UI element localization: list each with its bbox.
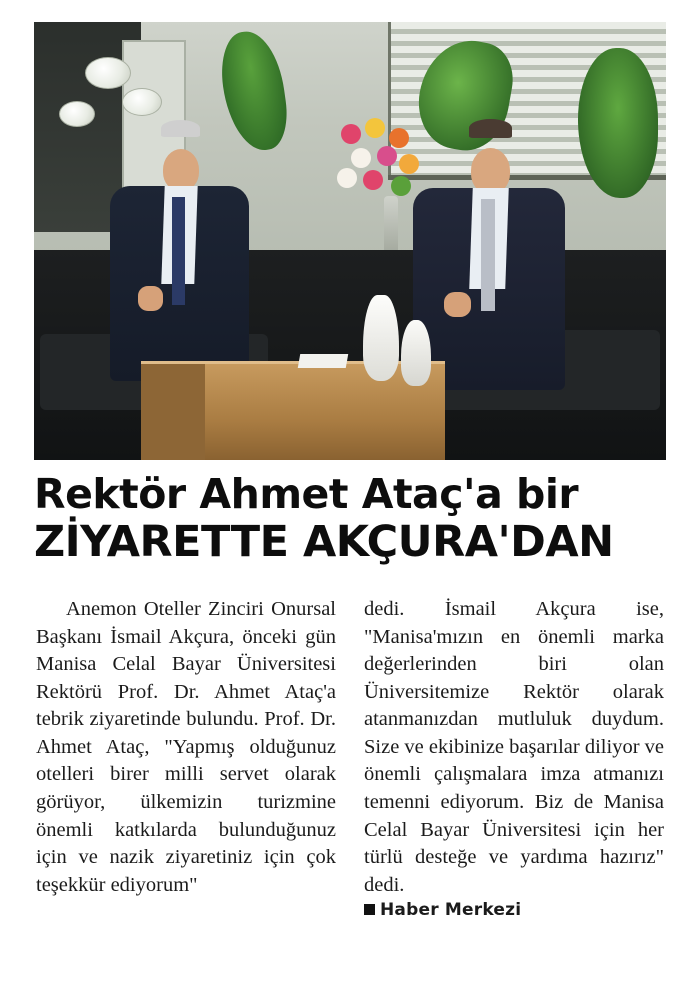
flower-petal xyxy=(365,118,385,138)
face xyxy=(471,148,510,194)
hair xyxy=(161,120,200,137)
article-body xyxy=(36,596,668,986)
hands xyxy=(138,286,163,310)
necktie xyxy=(172,197,185,306)
flower-petal xyxy=(389,128,409,148)
hands xyxy=(444,292,471,317)
person-left xyxy=(110,110,249,382)
white-vase xyxy=(363,295,399,381)
flower-petal xyxy=(341,124,361,144)
headline xyxy=(34,470,668,567)
article-photo xyxy=(34,22,666,460)
body-paragraph-left: Anemon Oteller Zinciri Onursal Başkanı İsmail Akçura, önceki gün Manisa Celal Bayar Üniversitesi Rektörü Prof. Dr. Ahmet Ataç'a tebrik ziyaretinde bulundu. Prof. Dr. Ahmet Ataç, "Yapmış olduğunuz otelleri birer milli servet olarak görüyor, ülkemizin turizmine önemli katkılarda bulunduğunuz için ve nazik ziyaretiniz için çok teşekkür ediyorum" xyxy=(36,598,336,896)
ceiling-lamp-icon xyxy=(85,57,131,89)
necktie xyxy=(481,199,495,311)
flower-petal xyxy=(363,170,383,190)
ceiling-lamp-icon xyxy=(59,101,95,127)
face xyxy=(163,149,199,191)
body-column-left xyxy=(36,596,336,986)
hair xyxy=(469,119,511,137)
flower-petal xyxy=(391,176,411,196)
headline-line-2: ZİYARETTE AKÇURA'DAN xyxy=(34,516,614,567)
papers-on-table xyxy=(298,354,348,368)
photo-scene xyxy=(34,22,666,460)
coffee-table-side xyxy=(141,364,204,460)
byline-text: Haber Merkezi xyxy=(380,900,522,921)
byline-square-icon xyxy=(364,904,375,915)
white-vase-small xyxy=(401,320,431,386)
flower-petal xyxy=(337,168,357,188)
body-column-right xyxy=(364,596,664,986)
person-right xyxy=(413,110,565,390)
headline-line-1: Rektör Ahmet Ataç'a bir xyxy=(34,470,579,518)
flower-petal xyxy=(351,148,371,168)
flower-petal xyxy=(377,146,397,166)
body-paragraph-right: dedi. İsmail Akçura ise, "Manisa'mızın en önemli marka değerlerinden biri olan Üniversitemize Rektör olarak atanmanızdan mutluluk duydum. Size ve ekibinize başarılar diliyor ve önemli çalışmalara imza atmanızı temenni ediyorum. Biz de Manisa Celal Bayar Üniversitesi için her türlü desteğe ve yardıma hazırız" dedi. xyxy=(364,598,664,896)
byline xyxy=(364,899,664,922)
